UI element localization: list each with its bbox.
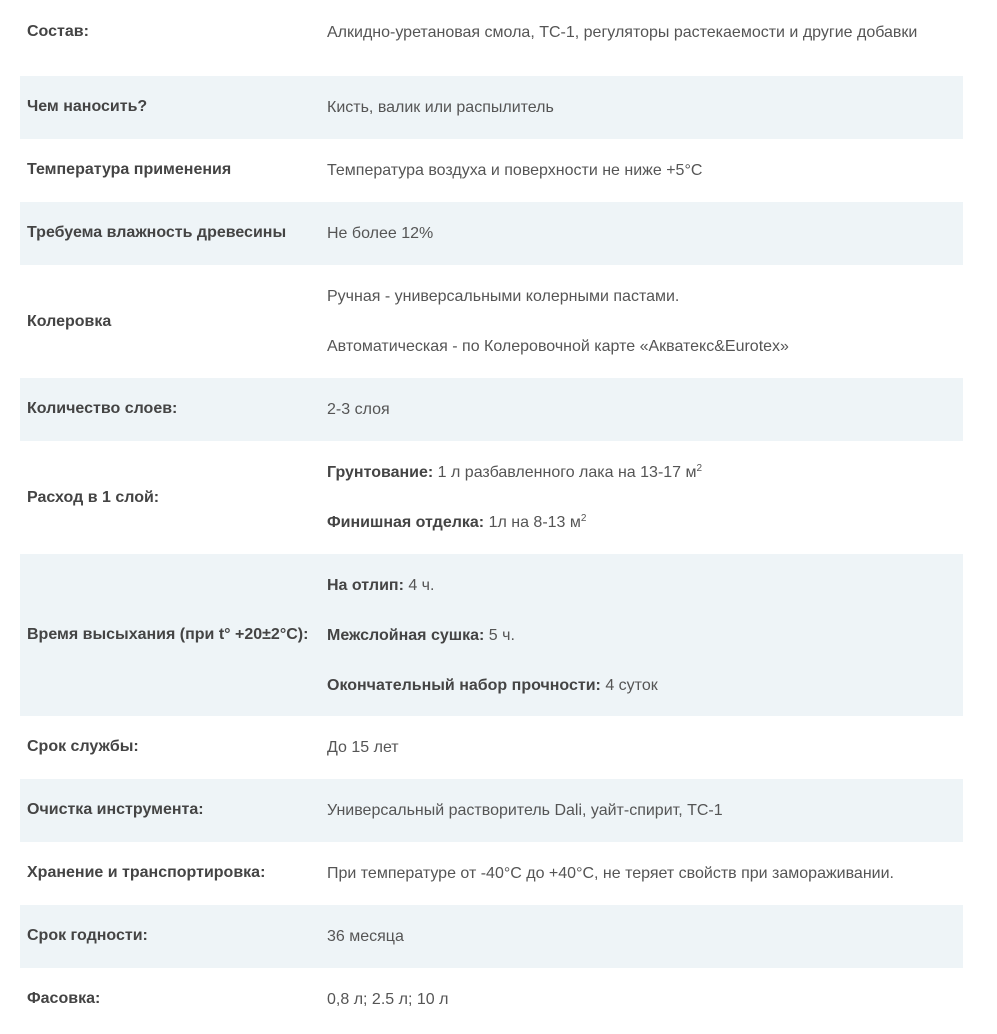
spec-value: [327, 968, 963, 1031]
spec-row-storage: [20, 842, 963, 905]
spec-value-text: Не более 12%: [327, 225, 434, 242]
spec-label: Состав:: [27, 23, 89, 40]
spec-value-line: [327, 463, 963, 483]
spec-row-application-temperature: [20, 139, 963, 202]
spec-item-key: Окончательный набор прочности:: [327, 677, 601, 694]
spec-value: [327, 139, 963, 202]
spec-label: Колеровка: [27, 312, 112, 330]
spec-value: [327, 905, 963, 968]
spec-value-line: [327, 513, 963, 533]
spec-row-tinting: [20, 265, 963, 378]
spec-item-text: 1л на 8-13 м: [484, 514, 581, 531]
spec-label: Время высыхания (при t° +20±2°С):: [27, 626, 309, 643]
spec-item-key: На отлип:: [327, 577, 404, 594]
spec-value: [327, 76, 963, 139]
spec-row-shelf-life: [20, 905, 963, 968]
spec-row-wood-humidity: [20, 202, 963, 265]
spec-value-line: [327, 576, 963, 596]
spec-label: Срок годности:: [27, 927, 148, 944]
spec-item-key: Грунтование:: [327, 464, 434, 481]
spec-value-line: Автоматическая - по Колеровочной карте «Акватекс&Eurotex»: [327, 338, 789, 355]
spec-value-text: Универсальный растворитель Dali, уайт-спирит, ТС-1: [327, 802, 723, 819]
spec-value-text: При температуре от -40°С до +40°С, не теряет свойств при замораживании.: [327, 865, 894, 882]
spec-value: [327, 0, 963, 76]
spec-item-text: 4 суток: [600, 677, 658, 694]
spec-label: Очистка инструмента:: [27, 801, 204, 818]
spec-item-key: Межслойная сушка:: [327, 627, 485, 644]
spec-row-layers: [20, 378, 963, 441]
spec-value: [327, 779, 963, 842]
spec-row-composition: [20, 0, 963, 76]
spec-label: Температура применения: [27, 161, 232, 178]
spec-label: Расход в 1 слой:: [27, 488, 160, 506]
spec-label: Хранение и транспортировка:: [27, 864, 266, 881]
spec-value-text: До 15 лет: [327, 739, 399, 756]
spec-label: Срок службы:: [27, 738, 139, 755]
spec-row-drying-time: [20, 554, 963, 716]
spec-label: Требуема влажность древесины: [27, 224, 287, 241]
spec-value: [327, 554, 963, 716]
spec-row-packaging: [20, 968, 963, 1031]
spec-value: [327, 842, 963, 905]
spec-item-text: 1 л разбавленного лака на 13-17 м: [433, 464, 697, 481]
spec-row-tool-cleaning: [20, 779, 963, 842]
spec-value: [327, 202, 963, 265]
spec-item-key: Финишная отделка:: [327, 514, 485, 531]
spec-label: Фасовка:: [27, 990, 101, 1007]
spec-value-text: 2-3 слоя: [327, 401, 390, 418]
spec-value: [327, 265, 963, 378]
spec-value-text: Алкидно-уретановая смола, ТС-1, регуляторы растекаемости и другие добавки: [327, 24, 918, 41]
spec-value-line: Ручная - универсальными колерными пастами.: [327, 288, 680, 305]
spec-row-service-life: [20, 716, 963, 779]
spec-value-text: Температура воздуха и поверхности не ниже +5°С: [327, 162, 703, 179]
spec-value-text: Кисть, валик или распылитель: [327, 99, 554, 116]
spec-item-superscript: 2: [696, 463, 703, 474]
spec-value-line: [327, 626, 963, 646]
spec-item-text: 5 ч.: [484, 627, 515, 644]
spec-item-superscript: 2: [580, 513, 587, 524]
spec-item-text: 4 ч.: [403, 577, 435, 594]
spec-label: Чем наносить?: [27, 98, 148, 115]
spec-row-application-tools: [20, 76, 963, 139]
specifications-table: [20, 0, 963, 1031]
spec-value-text: 0,8 л; 2.5 л; 10 л: [327, 991, 449, 1008]
spec-value: [327, 716, 963, 779]
spec-value-line: [327, 676, 963, 696]
spec-value: [327, 378, 963, 441]
spec-value: [327, 441, 963, 554]
spec-row-consumption: [20, 441, 963, 554]
spec-label: Количество слоев:: [27, 400, 178, 417]
spec-value-text: 36 месяца: [327, 928, 404, 945]
